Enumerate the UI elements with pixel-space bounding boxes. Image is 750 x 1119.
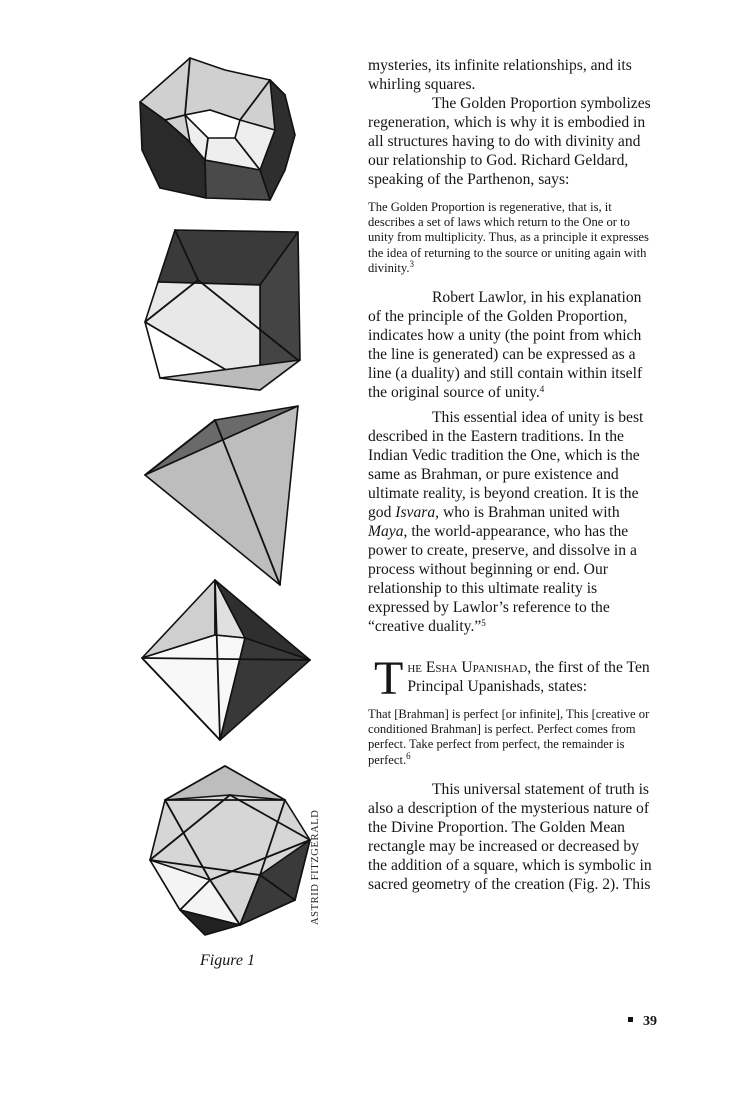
paragraph-text: This essential idea of unity is best described in the Eastern traditions. In the Indian Vedic tradition the One, which is the same as Brahman, or pure existence and ultimate reality, is beyond creation. It is the god xyxy=(368,409,644,522)
caption-word: Figure xyxy=(200,952,243,969)
figure-caption xyxy=(200,952,255,970)
paragraph-2: The Golden Proportion symbolizes regeneration, which is why it is embodied in all structures having to do with divinity and our relationship to God. Richard Geldard, speaking of the Parthenon, says: xyxy=(368,95,651,188)
octahedron-icon xyxy=(142,580,310,740)
drop-cap: T xyxy=(374,652,404,706)
footnote-ref-4: 4 xyxy=(539,384,545,395)
paragraph-text: , the world-appearance, who has the power to create, preserve, and dissolve in a process without beginning or end. Our relationship to this ultimate reality is expressed by Lawlor’s reference to the “creative duality.” xyxy=(368,523,637,636)
paragraph-text: , who is Brahman united with xyxy=(435,504,620,522)
quote-text: The Golden Proportion is regenerative, that is, it describes a set of laws which return to the One or to unity from multiplicity. Thus, as a principle it expresses the idea of returning to the source or uniting again with divinity. xyxy=(368,200,649,275)
quote-text: That [Brahman] is perfect [or infinite], This [creative or conditioned Brahman] is perfect. Perfect comes from perfect. Take perfect from perfect, the remainder is perfect. xyxy=(368,707,650,767)
dodecahedron-icon xyxy=(140,58,295,200)
paragraph-5: This universal statement of truth is also a description of the mysterious nature of the Divine Proportion. The Golden Mean rectangle may be increased or decreased by the addition of a square, which is symbolic in sacred geometry of the creation (Fig. 2). This xyxy=(368,780,652,893)
page-number: 39 xyxy=(643,1014,657,1029)
block-quote-geldard xyxy=(368,200,654,276)
caption-number: 1 xyxy=(246,952,255,969)
icosahedron-icon xyxy=(150,766,310,935)
block-quote-upanishad xyxy=(368,707,654,768)
illustration-credit: ASTRID FITZGERALD xyxy=(310,809,321,925)
paragraph-text: , the first of the Ten Principal Upanishads, states: xyxy=(407,659,650,696)
footnote-ref-3: 3 xyxy=(409,258,415,269)
section-opening-paragraph xyxy=(368,652,654,706)
paragraph-text: Robert Lawlor, in his explanation of the principle of the Golden Proportion, indicates how a unity (the point from which the line is generated) can be expressed as a line (a duality) and still contain within itself the original source of unity. xyxy=(368,289,643,402)
page-footer xyxy=(628,1014,657,1030)
paragraph-3 xyxy=(368,288,654,402)
body-text-column xyxy=(368,56,654,894)
paragraph-1: mysteries, its infinite relationships, and its whirling squares. xyxy=(368,57,632,93)
term-maya: Maya xyxy=(368,523,404,541)
cube-icon xyxy=(145,230,300,390)
paragraph-4 xyxy=(368,408,654,636)
term-isvara: Isvara xyxy=(395,504,436,522)
bullet-icon xyxy=(628,1017,633,1022)
footnote-ref-6: 6 xyxy=(406,750,411,761)
footnote-ref-5: 5 xyxy=(481,618,486,629)
small-caps-title: he Esha Upanishad xyxy=(407,659,528,677)
tetrahedron-icon xyxy=(145,406,298,585)
